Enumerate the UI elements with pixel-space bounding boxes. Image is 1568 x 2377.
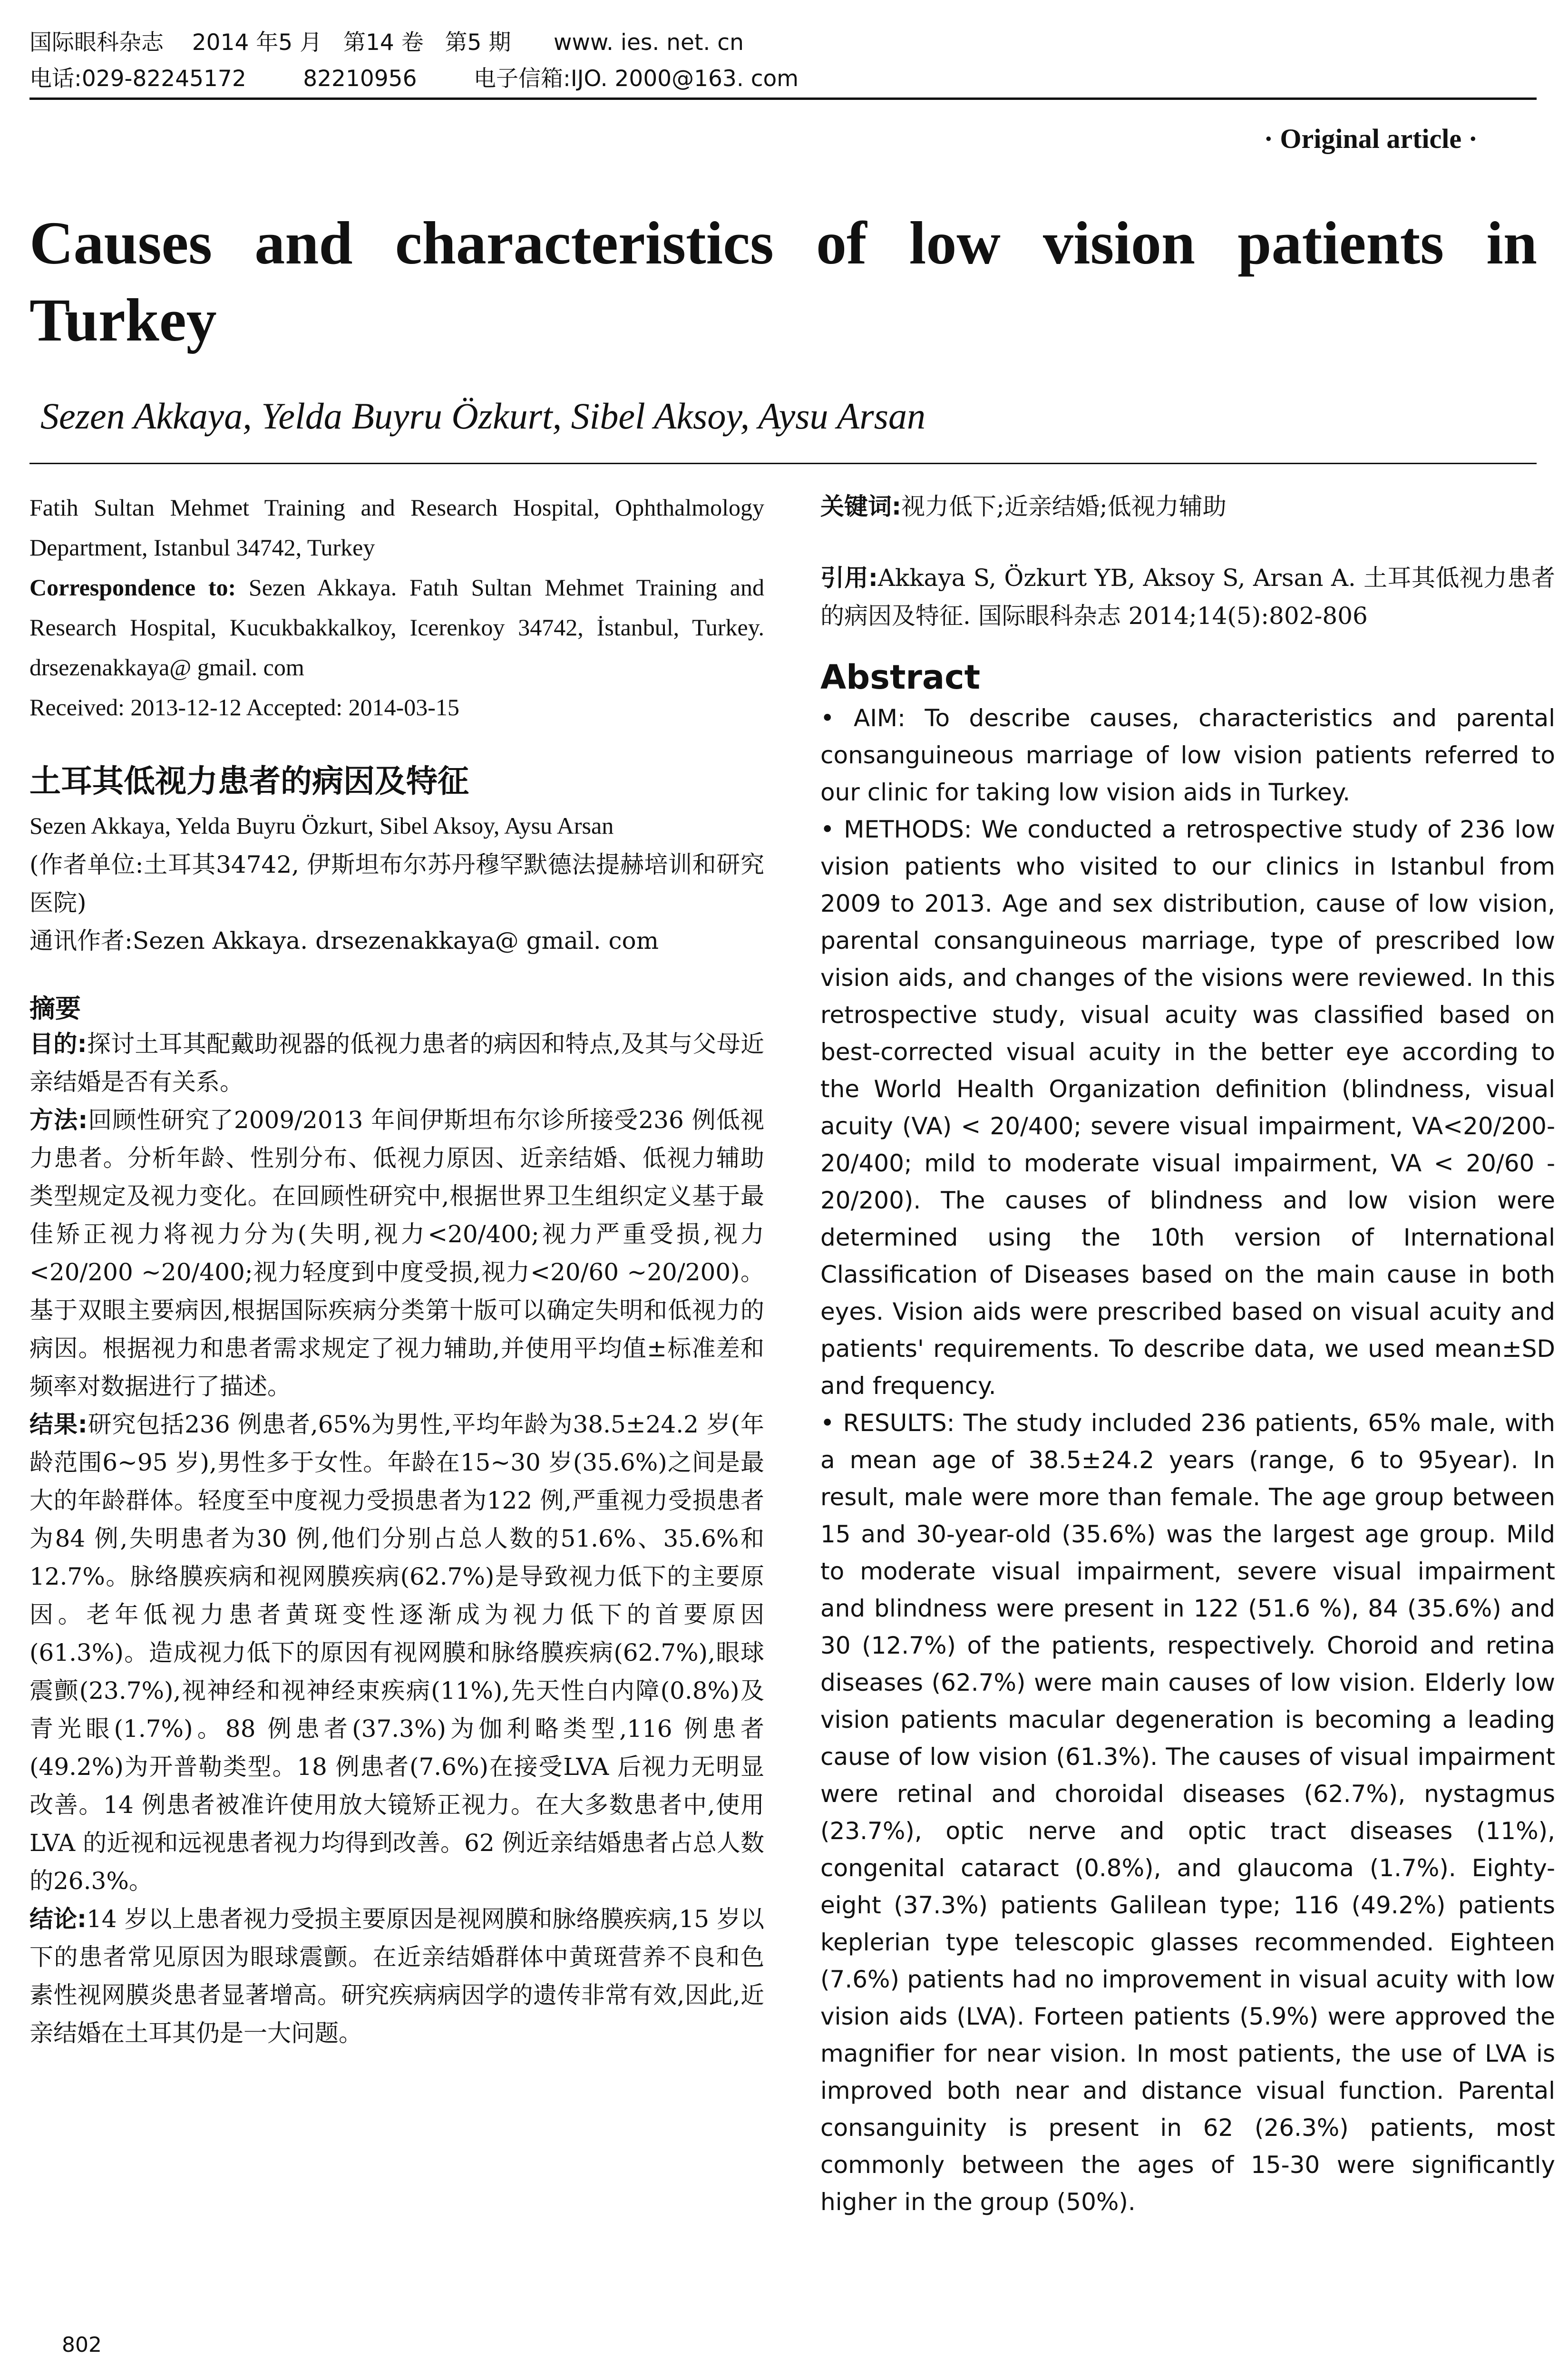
abstract-methods: [820, 811, 1555, 1404]
keywords-label: 关键词:: [820, 493, 901, 520]
keywords: [820, 487, 1555, 526]
cn-results-text: 研究包括236 例患者,65%为男性,平均年龄为38.5±24.2 岁(年龄范围6~95 岁),男性多于女性。年龄在15~30 岁(35.6%)之间是最大的年龄群体。轻度至中度视力受损患者为122 例,严重视力受损患者为84 例,失明患者为30 例,他们分别占总人数的51.6%、35.6%和12.7%。脉络膜疾病和视网膜疾病(62.7%)是导致视力低下的主要原因。老年低视力患者黄斑变性逐渐成为视力低下的首要原因(61.3%)。造成视力低下的原因有视网膜和脉络膜疾病(62.7%),眼球震颤(23.7%),视神经和视神经束疾病(11%),先天性白内障(0.8%)及青光眼(1.7%)。88 例患者(37.3%)为伽利略类型,116 例患者(49.2%)为开普勒类型。18 例患者(7.6%)在接受LVA 后视力无明显改善。14 例患者被准许使用放大镜矫正视力。在大多数患者中,使用LVA 的近视和远视患者视力均得到改善。62 例近亲结婚患者占总人数的26.3%。: [29, 1411, 764, 1895]
page-number: 802: [62, 2333, 102, 2357]
cn-results: [29, 1405, 764, 1900]
cn-aim-text: 探讨土耳其配戴助视器的低视力患者的病因和特点,及其与父母近亲结婚是否有关系。: [29, 1030, 764, 1096]
cn-conclusion-text: 14 岁以上患者视力受损主要原因是视网膜和脉络膜疾病,15 岁以下的患者常见原因为眼球震颤。在近亲结婚群体中黄斑营养不良和色素性视网膜炎患者显著增高。研究疾病病因学的遗传非常有效,因此,近亲结婚在土耳其仍是一大问题。: [29, 1905, 764, 2047]
methods-label: • METHODS:: [820, 816, 972, 843]
cn-results-label: 结果:: [29, 1411, 88, 1438]
results-text: The study included 236 patients, 65% male, with a mean age of 38.5±24.2 years (range, 6 to 95year). In result, male were more than female. The age group between 15 and 30-year-old (35.6%) was the largest age group. Mild to moderate visual impairment, severe visual impairment and blindness were present in 122 (51.6 %), 84 (35.6%) and 30 (12.7%) of the patients, respectively. Choroid and retina diseases (62.7%) were main causes of low vision. Elderly low vision patients macular degeneration is becoming a leading cause of low vision (61.3%). The causes of visual impairment were retinal and choroidal diseases (62.7%), nystagmus (23.7%), optic nerve and optic tract diseases (11%), congenital cataract (0.8%), and glaucoma (1.7%). Eighty-eight (37.3%) patients Galilean type; 116 (49.2%) patients keplerian type telescopic glasses recommended. Eighteen (7.6%) patients had no improvement in visual acuity with low vision aids (LVA). Forteen patients (5.9%) were approved the magnifier for near vision. In most patients, the use of LVA is improved both near and distance visual function. Parental consanguinity is present in 62 (26.3%) patients, most commonly between the ages of 15-30 were significantly higher in the group (50%).: [820, 1409, 1555, 2216]
article-type: · Original article ·: [1264, 123, 1478, 154]
keywords-text: 视力低下;近亲结婚;低视力辅助: [901, 493, 1227, 520]
cn-conclusion: [29, 1900, 764, 2052]
left-column: [29, 487, 764, 2052]
header-rule: [29, 97, 1537, 100]
citation: [820, 559, 1555, 635]
correspondence-label: Correspondence to:: [29, 574, 236, 601]
author-rule: [29, 463, 1537, 464]
cn-methods-label: 方法:: [29, 1106, 88, 1134]
cn-affiliation: (作者单位:土耳其34742, 伊斯坦布尔苏丹穆罕默德法提赫培训和研究医院): [29, 851, 764, 916]
affiliation: Fatih Sultan Mehmet Training and Research Hospital, Ophthalmology Department, Istanbul 34742, Turkey: [29, 494, 764, 561]
authors: Sezen Akkaya, Yelda Buyru Özkurt, Sibel Aksoy, Aysu Arsan: [40, 395, 925, 437]
received-accepted: Received: 2013-12-12 Accepted: 2014-03-15: [29, 694, 459, 721]
cn-methods-text: 回顾性研究了2009/2013 年间伊斯坦布尔诊所接受236 例低视力患者。分析年龄、性别分布、低视力原因、近亲结婚、低视力辅助类型规定及视力变化。在回顾性研究中,根据世界卫生组织定义基于最佳矫正视力将视力分为(失明,视力<20/400;视力严重受损,视力<20/200 ~20/400;视力轻度到中度受损,视力<20/60 ~20/200)。基于双眼主要病因,根据国际疾病分类第十版可以确定失明和低视力的病因。根据视力和患者需求规定了视力辅助,并使用平均值±标准差和频率对数据进行了描述。: [29, 1106, 764, 1400]
cn-aim-label: 目的:: [29, 1030, 87, 1058]
abstract-results: [820, 1404, 1555, 2221]
results-label: • RESULTS:: [820, 1409, 955, 1437]
abstract-aim: [820, 700, 1555, 811]
aim-text: To describe causes, characteristics and parental consanguineous marriage of low vision patients referred to our clinic for taking low vision aids in Turkey.: [820, 704, 1555, 806]
correspondence: [29, 567, 764, 687]
methods-text: We conducted a retrospective study of 236 low vision patients who visited to our clinics in Istanbul from 2009 to 2013. Age and sex distribution, cause of low vision, parental consanguineous marriage, type of prescribed low vision aids, and changes of the visions were reviewed. In this retrospective study, visual acuity was classified based on best-corrected visual acuity in the better eye according to the World Health Organization definition (blindness, visual acuity (VA) < 20/400; severe visual impairment, VA<20/200-20/400; mild to moderate visual impairment, VA < 20/60 - 20/200). The causes of blindness and low vision were determined using the 10th version of International Classification of Diseases based on the main cause in both eyes. Vision aids were prescribed based on visual acuity and patients' requirements. To describe data, we used mean±SD and frequency.: [820, 816, 1555, 1400]
abstract-heading: Abstract: [820, 658, 981, 697]
cn-authors: Sezen Akkaya, Yelda Buyru Özkurt, Sibel Aksoy, Aysu Arsan: [29, 812, 614, 839]
aim-label: • AIM:: [820, 704, 906, 732]
right-column: [820, 487, 1555, 2221]
cn-abstract-heading: 摘要: [29, 994, 81, 1023]
journal-header-line1: 国际眼科杂志 2014 年5 月 第14 卷 第5 期 www. ies. net. cn: [29, 29, 744, 56]
cn-conclusion-label: 结论:: [29, 1905, 87, 1933]
article-title: Causes and characteristics of low vision patients in Turkey: [29, 209, 1537, 354]
citation-text: Akkaya S, Özkurt YB, Aksoy S, Arsan A. 土耳其低视力患者的病因及特征. 国际眼科杂志 2014;14(5):802-806: [820, 564, 1555, 630]
correspondence-text: Sezen Akkaya. Fatıh Sultan Mehmet Training and Research Hospital, Kucukbakkalkoy, Icerenkoy 34742, İstanbul, Turkey. drsezenakkaya@ gmail. com: [29, 574, 764, 681]
cn-correspondence: 通讯作者:Sezen Akkaya. drsezenakkaya@ gmail. com: [29, 927, 659, 955]
journal-header-line2: 电话:029-82245172 82210956 电子信箱:IJO. 2000@163. com: [29, 66, 799, 92]
cn-aim: [29, 1025, 764, 1101]
cn-title: 土耳其低视力患者的病因及特征: [29, 763, 469, 799]
citation-label: 引用:: [820, 564, 878, 592]
cn-methods: [29, 1101, 764, 1405]
